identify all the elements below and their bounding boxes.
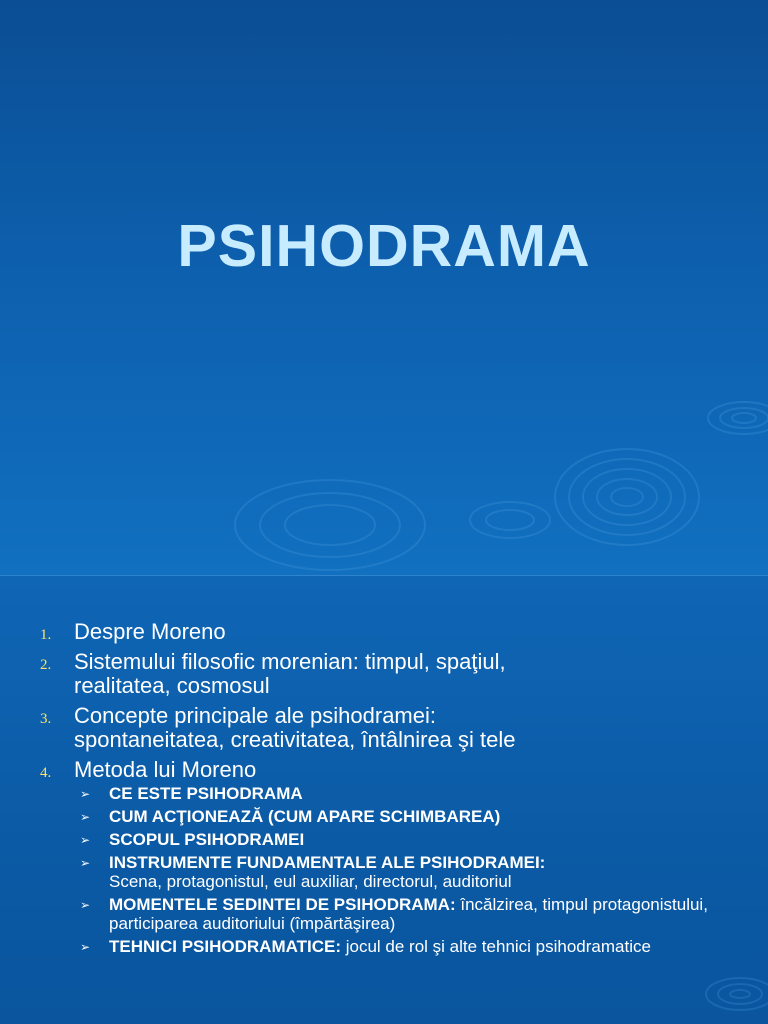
arrowhead-bullet-icon: ➢ bbox=[80, 787, 91, 801]
sub-item bbox=[80, 807, 760, 826]
item-number: 4. bbox=[40, 765, 52, 781]
item-text: Sistemului filosofic morenian: timpul, spaţiul, bbox=[74, 649, 506, 674]
sub-item-detail: jocul de rol şi alte tehnici psihodramatice bbox=[341, 937, 651, 956]
arrowhead-bullet-icon: ➢ bbox=[80, 810, 91, 824]
sub-item-bold: SCOPUL PSIHODRAMEI bbox=[109, 830, 305, 849]
arrowhead-bullet-icon: ➢ bbox=[80, 856, 91, 870]
sub-item bbox=[80, 830, 760, 849]
outline-item bbox=[40, 758, 760, 782]
outline-list bbox=[40, 620, 760, 960]
sub-item-bold: CUM ACŢIONEAZĂ (CUM APARE SCHIMBAREA) bbox=[109, 807, 501, 826]
item-number: 3. bbox=[40, 711, 52, 727]
item-text: realitatea, cosmosul bbox=[74, 673, 270, 698]
item-text: spontaneitatea, creativitatea, întâlnirea şi tele bbox=[74, 727, 516, 752]
sub-item-bold: TEHNICI PSIHODRAMATICE: bbox=[109, 937, 342, 956]
arrowhead-bullet-icon: ➢ bbox=[80, 898, 91, 912]
item-number: 1. bbox=[40, 627, 52, 643]
item-number: 2. bbox=[40, 657, 52, 673]
sub-item-detail: încălzirea, timpul protagonistului, participarea auditoriului (împărtăşirea) bbox=[109, 895, 708, 933]
arrowhead-bullet-icon: ➢ bbox=[80, 833, 91, 847]
sub-item-bold: CE ESTE PSIHODRAMA bbox=[109, 784, 303, 803]
sub-item bbox=[80, 784, 760, 803]
sub-item bbox=[80, 895, 760, 933]
sub-item-detail: Scena, protagonistul, eul auxiliar, directorul, auditoriul bbox=[109, 872, 512, 891]
sub-item bbox=[80, 937, 760, 956]
slide-title: PSIHODRAMA bbox=[177, 213, 591, 279]
outline-item bbox=[40, 620, 760, 644]
item-text: Concepte principale ale psihodramei: bbox=[74, 703, 436, 728]
sub-item-bold: MOMENTELE SEDINTEI DE PSIHODRAMA: bbox=[109, 895, 456, 914]
sub-item bbox=[80, 853, 760, 891]
sub-item-bold: INSTRUMENTE FUNDAMENTALE ALE PSIHODRAMEI: bbox=[109, 853, 546, 872]
item-text: Despre Moreno bbox=[74, 619, 226, 644]
arrowhead-bullet-icon: ➢ bbox=[80, 940, 91, 954]
outline-item bbox=[40, 704, 760, 752]
outline-item bbox=[40, 650, 760, 698]
item-text: Metoda lui Moreno bbox=[74, 757, 257, 782]
